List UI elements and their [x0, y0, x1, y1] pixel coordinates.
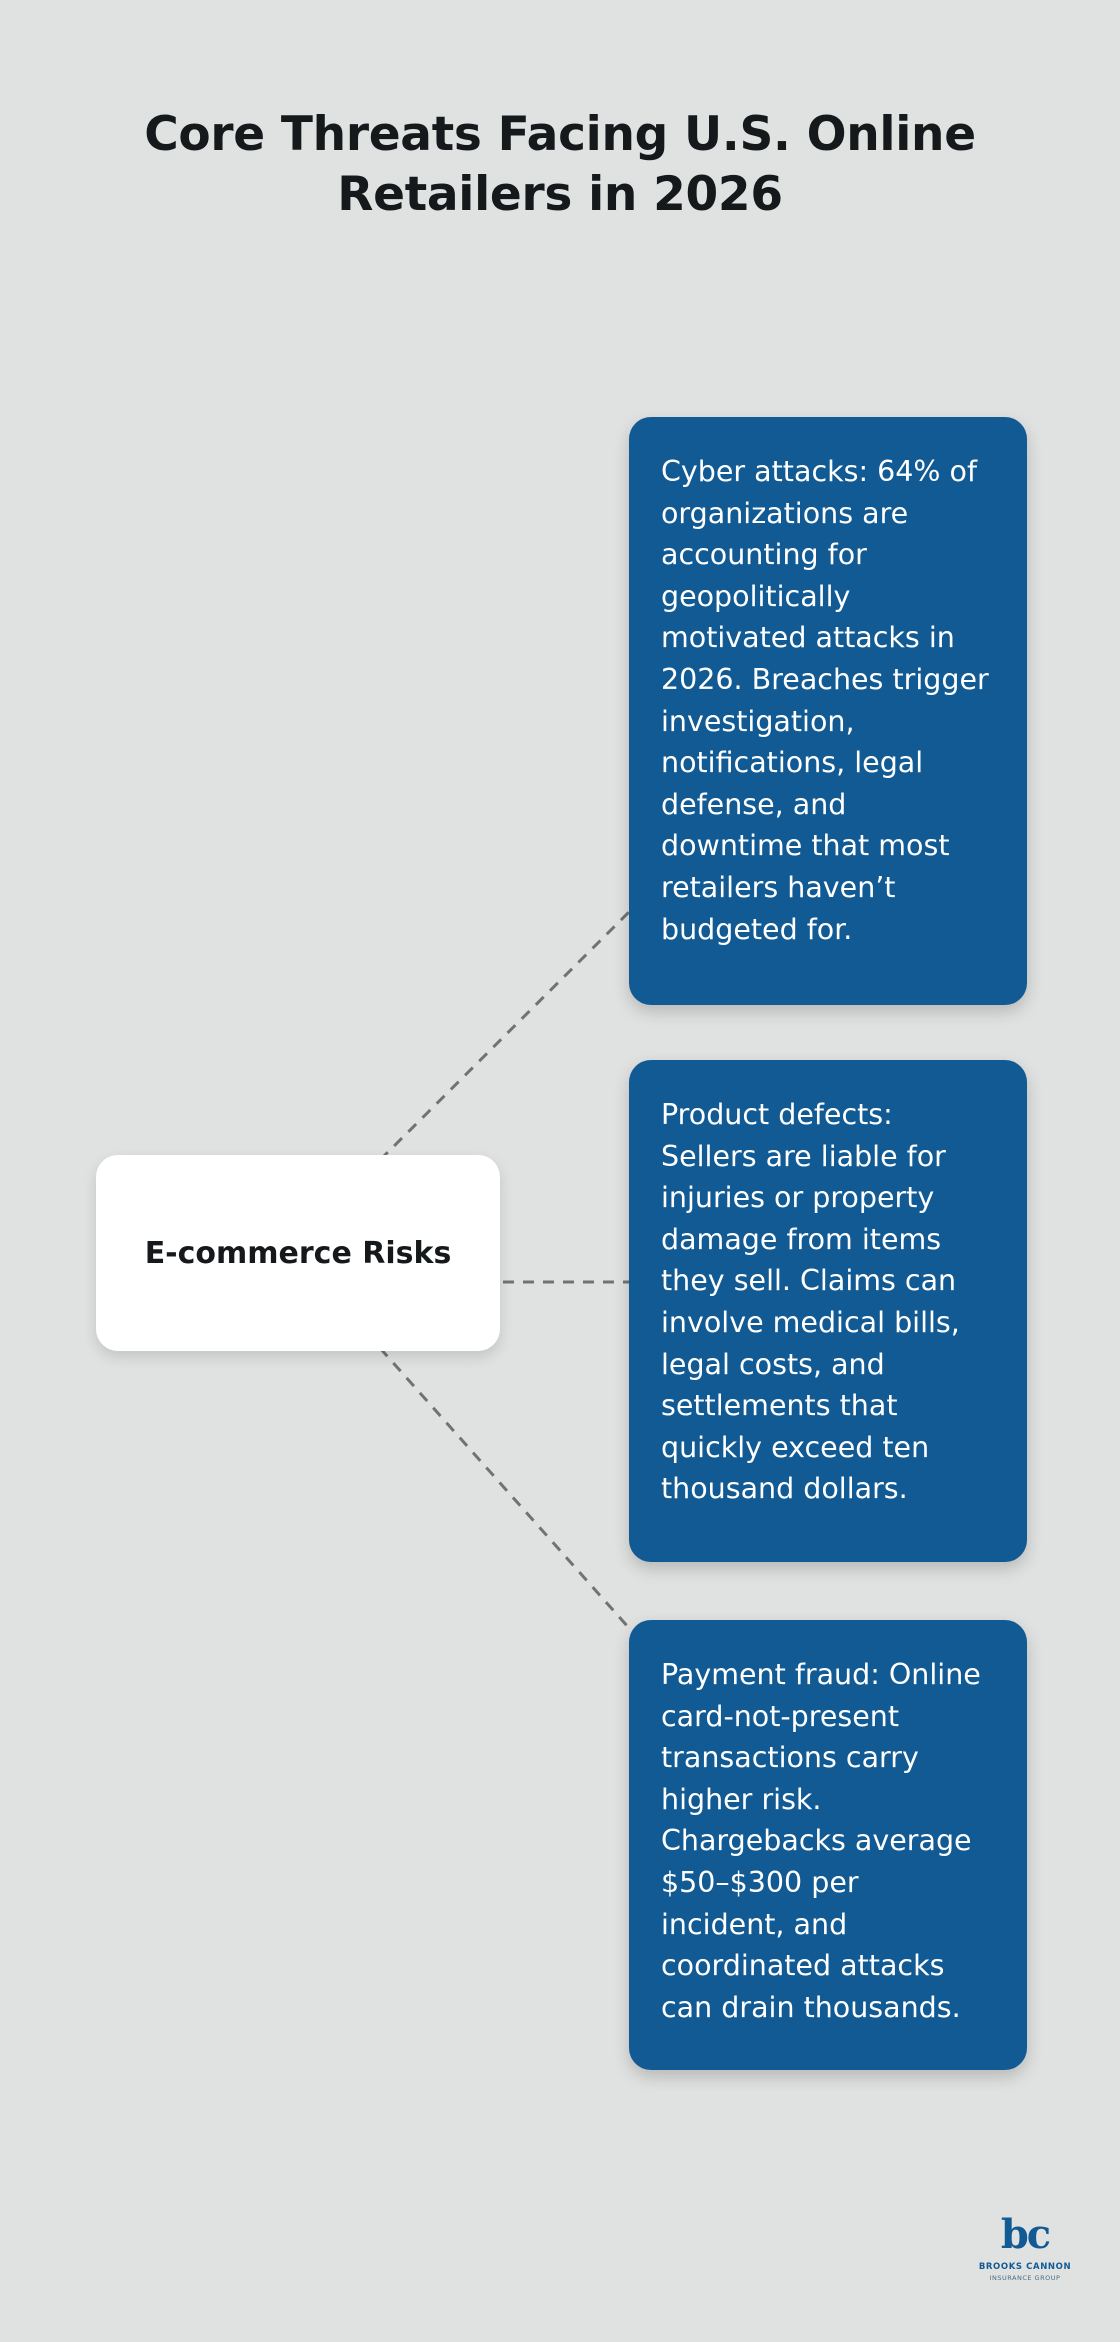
connector-line-branch-2 — [380, 1348, 629, 1628]
logo-company-name: BROOKS CANNON — [978, 2262, 1072, 2272]
branch-card-payment-fraud — [629, 1620, 1027, 2070]
page-title: Core Threats Facing U.S. Online Retailers in 2026 — [144, 107, 976, 223]
center-node — [96, 1155, 500, 1351]
brand-logo — [965, 2211, 1085, 2282]
branch-card-text: Product defects: Sellers are liable for injuries or property damage from items they sell. Claims can involve medical bills, legal costs, and settlements that quickly exceed ten thousand dollars. — [661, 1098, 960, 1506]
logo-company-tagline: INSURANCE GROUP — [989, 2274, 1061, 2282]
center-node-label: E-commerce Risks — [144, 1235, 452, 1271]
connector-line-branch-0 — [380, 912, 629, 1160]
branch-card-cyber-attacks — [629, 417, 1027, 1005]
branch-card-text: Cyber attacks: 64% of organizations are accounting for geopolitically motivated attacks in 2026. Breaches trigger investigation, notifications, legal defense, and downtime that most retailers haven’t budgeted for. — [661, 455, 989, 946]
branch-card-text: Payment fraud: Online card-not-present transactions carry higher risk. Chargebacks average $50–$300 per incident, and coordinated attacks can drain thousands. — [661, 1658, 981, 2024]
branch-card-product-defects — [629, 1060, 1027, 1562]
logo-monogram-icon: bc — [1000, 2211, 1050, 2258]
